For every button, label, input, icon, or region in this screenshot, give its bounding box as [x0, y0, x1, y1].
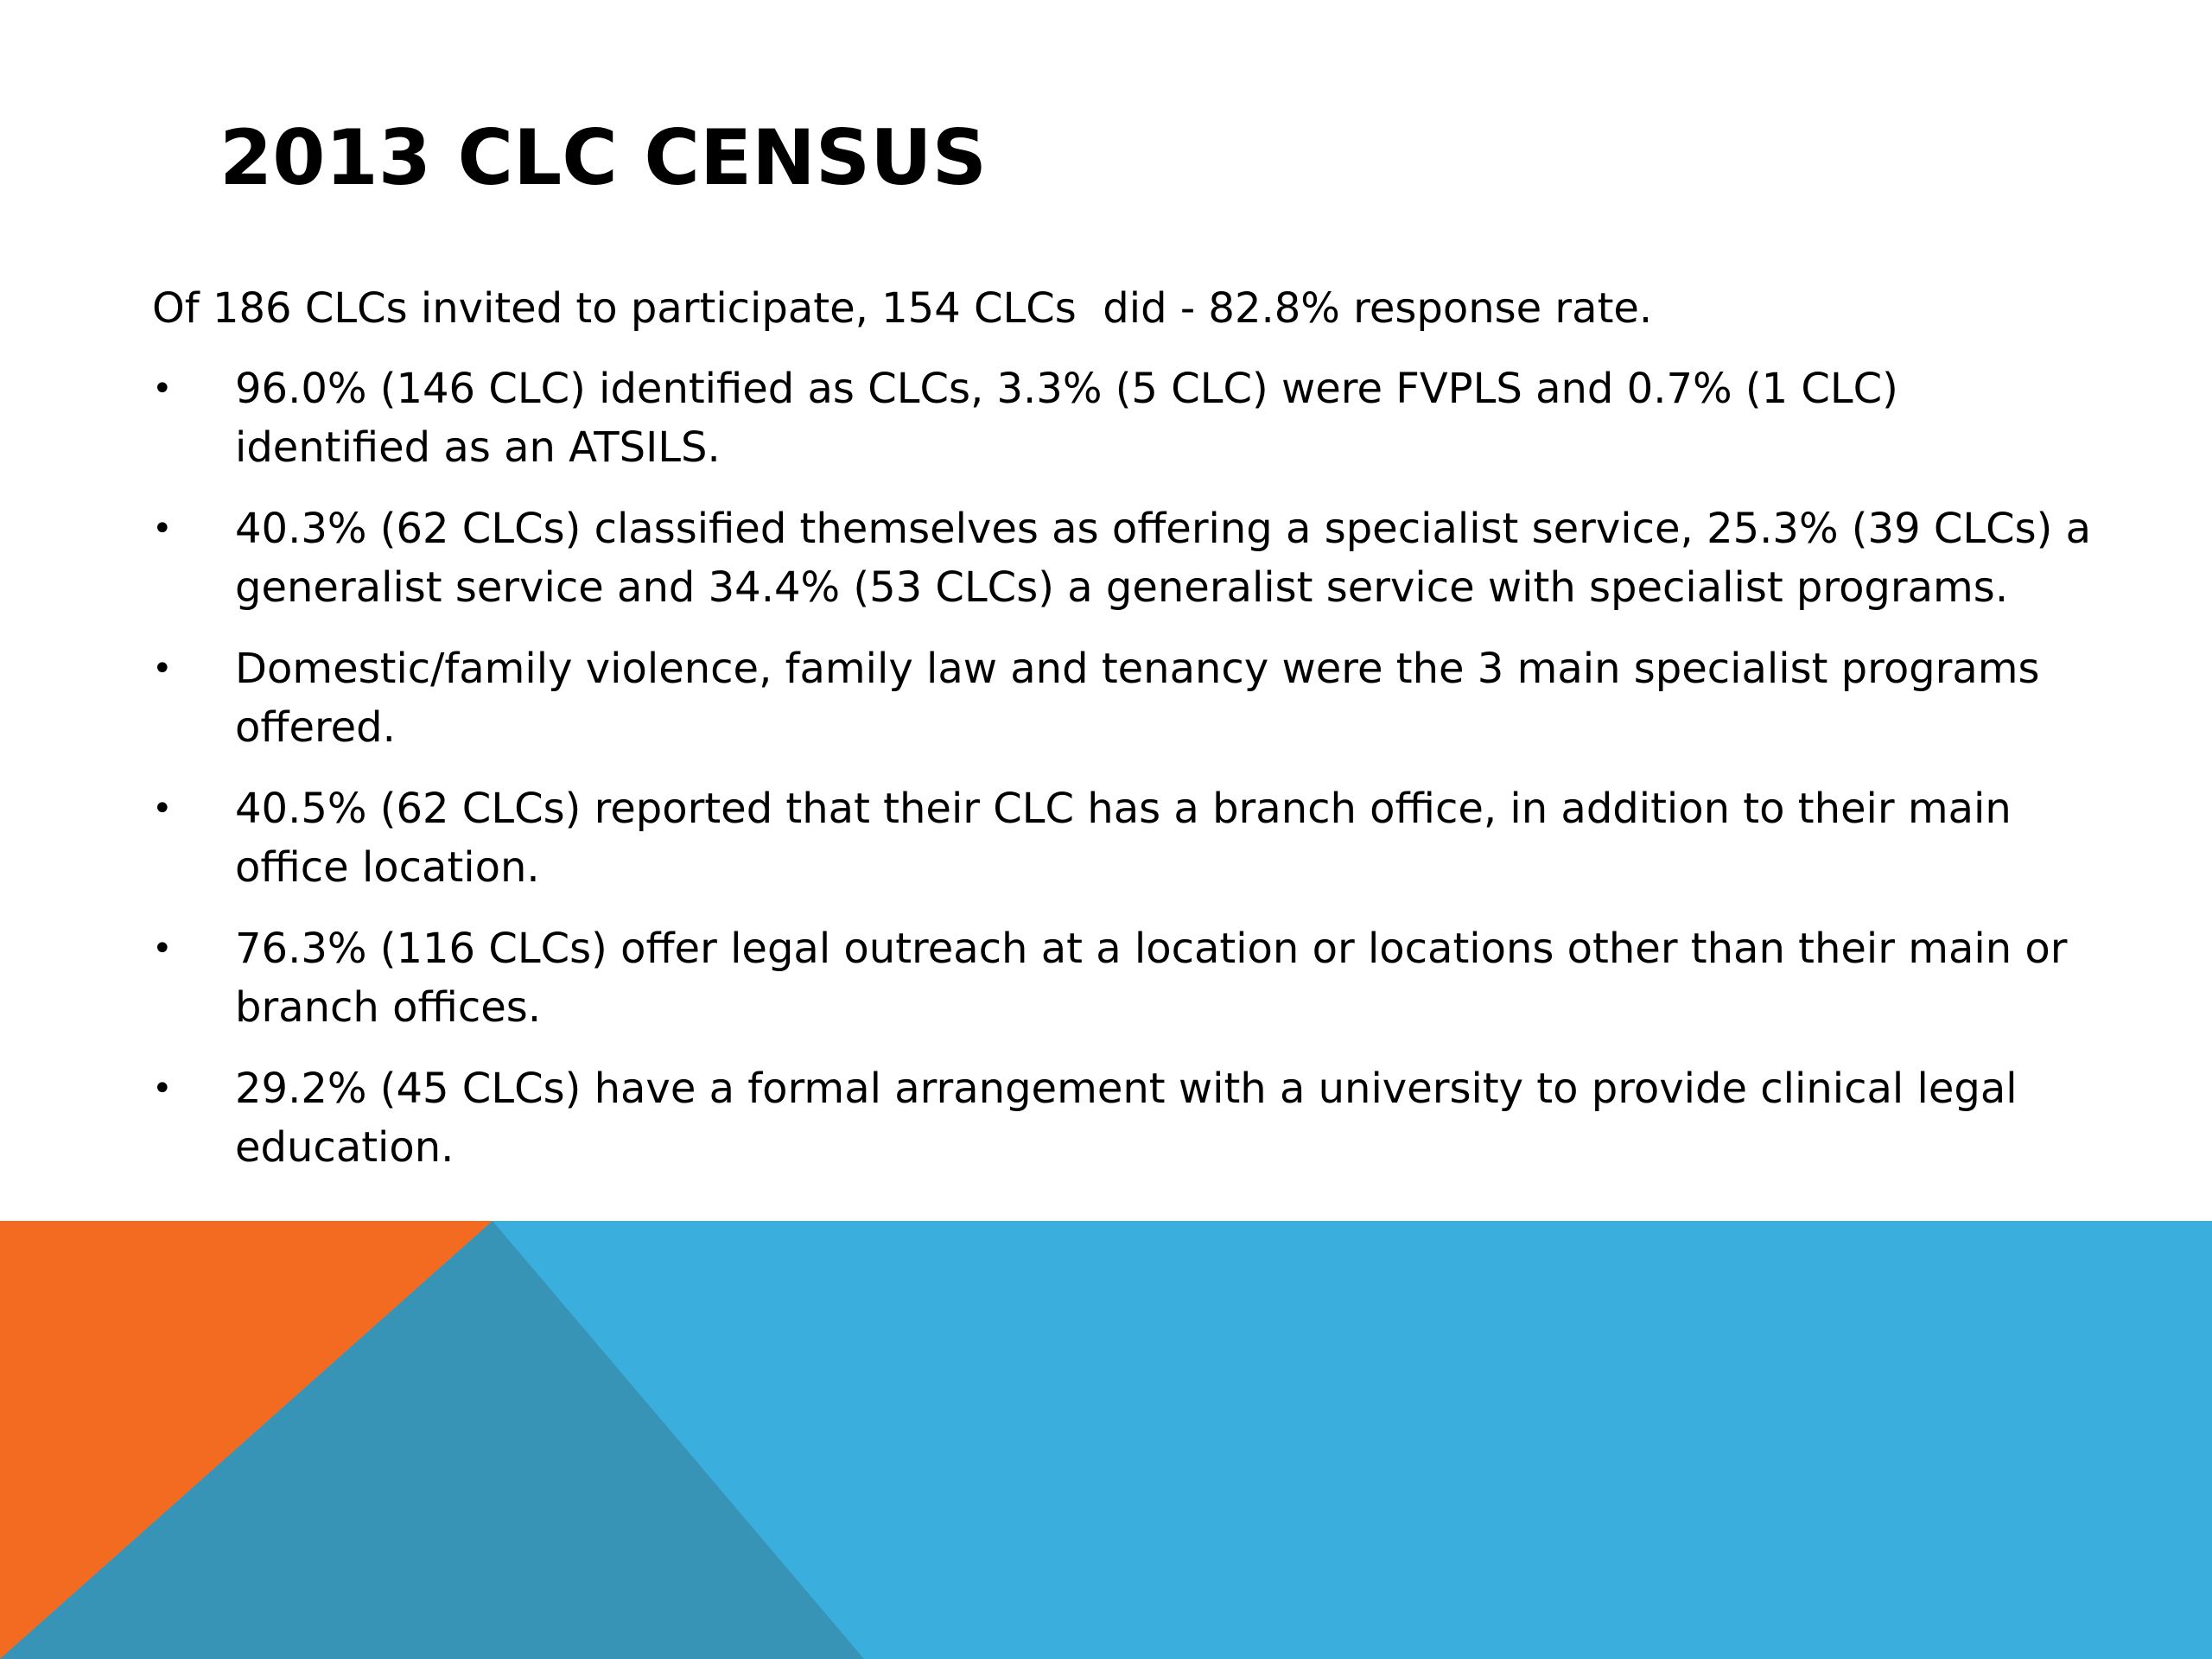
bullet-text: 29.2% (45 CLCs) have a formal arrangement with a university to provide clinical legal education.	[235, 1065, 2018, 1172]
slide-title: 2013 CLC CENSUS	[219, 113, 987, 202]
bullet-marker: •	[152, 789, 173, 829]
bullet-text: Domestic/family violence, family law and tenancy were the 3 main specialist programs offered.	[235, 645, 2040, 752]
list-item	[152, 919, 2105, 1037]
list-item	[152, 499, 2105, 617]
bullet-marker: •	[152, 369, 173, 409]
bullet-marker: •	[152, 509, 173, 549]
bullet-text: 76.3% (116 CLCs) offer legal outreach at a location or locations other than their main or branch offices.	[235, 925, 2068, 1032]
intro-text: Of 186 CLCs invited to participate, 154 CLCs did - 82.8% response rate.	[152, 284, 1653, 333]
list-item	[152, 639, 2105, 757]
bullet-marker: •	[152, 929, 173, 969]
bullet-text: 40.3% (62 CLCs) classified themselves as offering a specialist service, 25.3% (39 CLCs) a generalist service and 34.4% (53 CLCs) a generalist service with specialist programs.	[235, 505, 2092, 612]
bullet-list	[152, 359, 2105, 1199]
bullet-marker: •	[152, 649, 173, 689]
list-item	[152, 779, 2105, 897]
bullet-text: 96.0% (146 CLC) identified as CLCs, 3.3% (5 CLC) were FVPLS and 0.7% (1 CLC) identified as an ATSILS.	[235, 365, 1898, 472]
bullet-text: 40.5% (62 CLCs) reported that their CLC has a branch office, in addition to their main office location.	[235, 785, 2012, 892]
bullet-marker: •	[152, 1069, 173, 1109]
list-item	[152, 359, 2105, 477]
decorative-footer-shapes	[0, 1221, 2212, 1659]
list-item	[152, 1059, 2105, 1177]
